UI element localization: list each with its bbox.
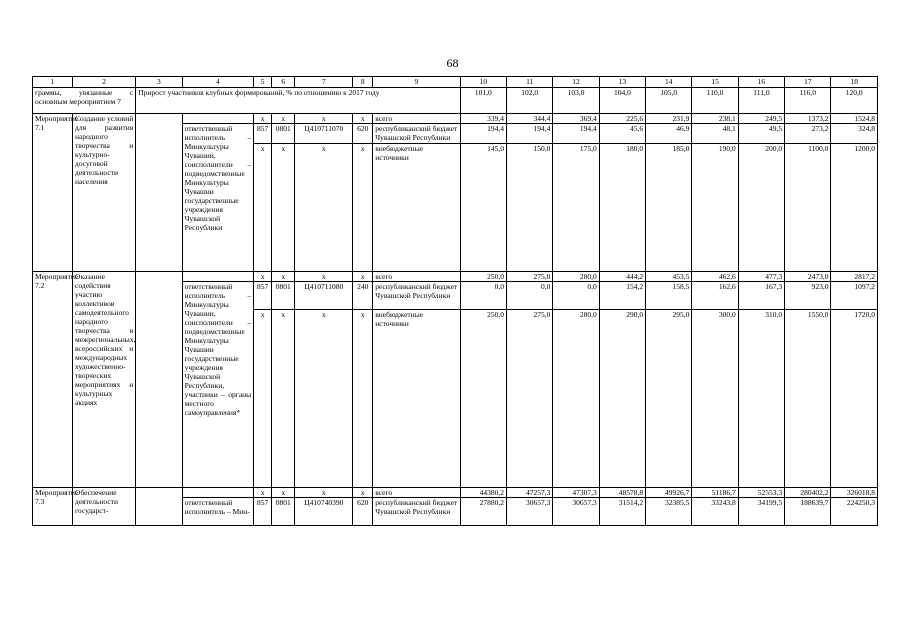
col-number: 8 bbox=[353, 77, 373, 88]
value-cell: 225,6 bbox=[599, 114, 645, 124]
value-cell: 194,4 bbox=[507, 124, 553, 144]
value-cell: 49,5 bbox=[738, 124, 784, 144]
measure-row-total bbox=[33, 488, 878, 498]
budget-table bbox=[32, 76, 878, 526]
col-number: 1 bbox=[33, 77, 73, 88]
measure-executor: ответственный исполнитель – Минкультуры Чувашии, соисполнители – подведомственные Минкультуры Чувашии государственные учреждения Чувашской Республики bbox=[182, 124, 254, 272]
value-cell: 444,2 bbox=[599, 272, 645, 282]
cell-c6: x bbox=[272, 272, 295, 282]
value-cell: 167,3 bbox=[738, 282, 784, 310]
col-number: 2 bbox=[73, 77, 136, 88]
cell-c5: x bbox=[254, 272, 272, 282]
empty-cell bbox=[136, 272, 182, 488]
value-cell: 1100,0 bbox=[785, 144, 831, 272]
value-cell: 120,0 bbox=[831, 88, 878, 114]
funding-source: внебюджетные источники bbox=[373, 310, 460, 488]
value-cell: 0,0 bbox=[507, 282, 553, 310]
value-cell: 280,0 bbox=[553, 310, 599, 488]
value-cell: 280402,2 bbox=[785, 488, 831, 498]
value-cell: 175,0 bbox=[553, 144, 599, 272]
cell-c7: x bbox=[295, 310, 353, 488]
cell-c8: 240 bbox=[353, 282, 373, 310]
measure-name: Обеспечение деятельности государст- bbox=[73, 488, 136, 526]
value-cell: 150,0 bbox=[507, 144, 553, 272]
value-cell: 48578,8 bbox=[599, 488, 645, 498]
cell-c5: 857 bbox=[254, 498, 272, 526]
value-cell: 0,0 bbox=[553, 282, 599, 310]
value-cell: 369,4 bbox=[553, 114, 599, 124]
value-cell: 33243,8 bbox=[692, 498, 738, 526]
value-cell: 180,0 bbox=[599, 144, 645, 272]
cell-c7: Ц410711080 bbox=[295, 282, 353, 310]
value-cell: 30657,3 bbox=[507, 498, 553, 526]
value-cell: 477,3 bbox=[738, 272, 784, 282]
empty-cell bbox=[136, 114, 182, 272]
value-cell: 1097,2 bbox=[831, 282, 878, 310]
value-cell: 46,9 bbox=[646, 124, 692, 144]
funding-source: всего bbox=[373, 114, 460, 124]
cell-c7: x bbox=[295, 114, 353, 124]
value-cell: 273,2 bbox=[785, 124, 831, 144]
cell-c8: x bbox=[353, 144, 373, 272]
measure-label: Мероприятие 7.1 bbox=[33, 114, 73, 272]
cell-c6: x bbox=[272, 488, 295, 498]
measure-executor: ответственный исполнитель – Мин- bbox=[182, 498, 254, 526]
cell-c5: x bbox=[254, 310, 272, 488]
value-cell: 47307,3 bbox=[553, 488, 599, 498]
value-cell: 32385,5 bbox=[646, 498, 692, 526]
col-number: 9 bbox=[373, 77, 460, 88]
indicator-description: Прирост участников клубных формирований, % по отношению к 2017 году bbox=[136, 88, 460, 114]
value-cell: 275,0 bbox=[507, 310, 553, 488]
col-number: 12 bbox=[553, 77, 599, 88]
value-cell: 47257,3 bbox=[507, 488, 553, 498]
value-cell: 300,0 bbox=[692, 310, 738, 488]
value-cell: 49926,7 bbox=[646, 488, 692, 498]
value-cell: 453,5 bbox=[646, 272, 692, 282]
value-cell: 52553,3 bbox=[738, 488, 784, 498]
measure-label: Мероприятие 7.3 bbox=[33, 488, 73, 526]
measure-name: Оказание содействия участию коллективов самодеятельного народного творчества в межрегиональных, всероссийских и международных художественно-творческих мероприятиях и культурных акциях bbox=[73, 272, 136, 488]
cell-c5: 857 bbox=[254, 282, 272, 310]
value-cell: 110,0 bbox=[692, 88, 738, 114]
value-cell: 310,0 bbox=[738, 310, 784, 488]
measure-row-total bbox=[33, 114, 878, 124]
measure-label: Мероприятие 7.2 bbox=[33, 272, 73, 488]
cell-c8: x bbox=[353, 114, 373, 124]
value-cell: 224250,3 bbox=[831, 498, 878, 526]
cell-c8: 620 bbox=[353, 124, 373, 144]
value-cell: 194,4 bbox=[460, 124, 506, 144]
value-cell: 1524,8 bbox=[831, 114, 878, 124]
measure-name: Создание условий для развития народного творчества и культурно-досуговой деятельности населения bbox=[73, 114, 136, 272]
value-cell: 188639,7 bbox=[785, 498, 831, 526]
col-number: 11 bbox=[507, 77, 553, 88]
column-number-row bbox=[33, 77, 878, 88]
value-cell: 102,0 bbox=[507, 88, 553, 114]
cell-c7: x bbox=[295, 488, 353, 498]
value-cell: 105,0 bbox=[646, 88, 692, 114]
col-number: 18 bbox=[831, 77, 878, 88]
empty-cell bbox=[136, 488, 182, 526]
value-cell: 162,6 bbox=[692, 282, 738, 310]
cell-c6: 0801 bbox=[272, 498, 295, 526]
value-cell: 1200,0 bbox=[831, 144, 878, 272]
value-cell: 250,0 bbox=[460, 272, 506, 282]
value-cell: 249,5 bbox=[738, 114, 784, 124]
value-cell: 101,0 bbox=[460, 88, 506, 114]
program-label: граммы, увязанные с основным мероприятием 7 bbox=[33, 88, 136, 114]
value-cell: 27880,2 bbox=[460, 498, 506, 526]
empty-cell bbox=[182, 488, 254, 498]
col-number: 4 bbox=[182, 77, 254, 88]
value-cell: 2473,0 bbox=[785, 272, 831, 282]
value-cell: 51186,7 bbox=[692, 488, 738, 498]
cell-c7: Ц410740390 bbox=[295, 498, 353, 526]
funding-source: республиканский бюджет Чувашской Республики bbox=[373, 498, 460, 526]
measure-executor: ответственный исполнитель – Минкультуры Чувашии, соисполнители – подведомственные Минкультуры Чувашии государственные учреждения Чувашской Республики, участники – органы местного самоуправления* bbox=[182, 282, 254, 488]
cell-c6: x bbox=[272, 144, 295, 272]
value-cell: 30657,3 bbox=[553, 498, 599, 526]
cell-c8: x bbox=[353, 488, 373, 498]
funding-source: внебюджетные источники bbox=[373, 144, 460, 272]
value-cell: 275,0 bbox=[507, 272, 553, 282]
cell-c5: 857 bbox=[254, 124, 272, 144]
value-cell: 462,6 bbox=[692, 272, 738, 282]
value-cell: 194,4 bbox=[553, 124, 599, 144]
cell-c8: 620 bbox=[353, 498, 373, 526]
value-cell: 158,5 bbox=[646, 282, 692, 310]
value-cell: 339,4 bbox=[460, 114, 506, 124]
cell-c5: x bbox=[254, 144, 272, 272]
value-cell: 238,1 bbox=[692, 114, 738, 124]
value-cell: 200,0 bbox=[738, 144, 784, 272]
col-number: 17 bbox=[785, 77, 831, 88]
value-cell: 154,2 bbox=[599, 282, 645, 310]
funding-source: республиканский бюджет Чувашской Республики bbox=[373, 124, 460, 144]
value-cell: 1373,2 bbox=[785, 114, 831, 124]
value-cell: 326018,8 bbox=[831, 488, 878, 498]
value-cell: 45,6 bbox=[599, 124, 645, 144]
cell-c6: 0801 bbox=[272, 124, 295, 144]
value-cell: 231,9 bbox=[646, 114, 692, 124]
value-cell: 190,0 bbox=[692, 144, 738, 272]
value-cell: 0,0 bbox=[460, 282, 506, 310]
cell-c7: Ц410711070 bbox=[295, 124, 353, 144]
cell-c7: x bbox=[295, 144, 353, 272]
col-number: 7 bbox=[295, 77, 353, 88]
col-number: 14 bbox=[646, 77, 692, 88]
col-number: 16 bbox=[738, 77, 784, 88]
value-cell: 295,0 bbox=[646, 310, 692, 488]
empty-cell bbox=[182, 114, 254, 124]
funding-source: республиканский бюджет Чувашской Республики bbox=[373, 282, 460, 310]
cell-c8: x bbox=[353, 310, 373, 488]
empty-cell bbox=[182, 272, 254, 282]
col-number: 13 bbox=[599, 77, 645, 88]
value-cell: 103,0 bbox=[553, 88, 599, 114]
value-cell: 324,8 bbox=[831, 124, 878, 144]
value-cell: 44380,2 bbox=[460, 488, 506, 498]
indicator-row bbox=[33, 88, 878, 114]
value-cell: 185,0 bbox=[646, 144, 692, 272]
value-cell: 344,4 bbox=[507, 114, 553, 124]
col-number: 5 bbox=[254, 77, 272, 88]
cell-c5: x bbox=[254, 488, 272, 498]
cell-c6: x bbox=[272, 114, 295, 124]
page-number: 68 bbox=[446, 56, 459, 70]
value-cell: 290,0 bbox=[599, 310, 645, 488]
value-cell: 923,0 bbox=[785, 282, 831, 310]
cell-c6: x bbox=[272, 310, 295, 488]
col-number: 10 bbox=[460, 77, 506, 88]
cell-c5: x bbox=[254, 114, 272, 124]
col-number: 6 bbox=[272, 77, 295, 88]
cell-c7: x bbox=[295, 272, 353, 282]
value-cell: 31514,2 bbox=[599, 498, 645, 526]
value-cell: 1720,0 bbox=[831, 310, 878, 488]
value-cell: 280,0 bbox=[553, 272, 599, 282]
cell-c6: 0801 bbox=[272, 282, 295, 310]
value-cell: 1550,0 bbox=[785, 310, 831, 488]
value-cell: 111,0 bbox=[738, 88, 784, 114]
value-cell: 48,1 bbox=[692, 124, 738, 144]
funding-source: всего bbox=[373, 488, 460, 498]
measure-row-total bbox=[33, 272, 878, 282]
col-number: 15 bbox=[692, 77, 738, 88]
funding-source: всего bbox=[373, 272, 460, 282]
value-cell: 116,0 bbox=[785, 88, 831, 114]
value-cell: 250,0 bbox=[460, 310, 506, 488]
value-cell: 34199,5 bbox=[738, 498, 784, 526]
value-cell: 145,0 bbox=[460, 144, 506, 272]
value-cell: 2817,2 bbox=[831, 272, 878, 282]
value-cell: 104,0 bbox=[599, 88, 645, 114]
cell-c8: x bbox=[353, 272, 373, 282]
col-number: 3 bbox=[136, 77, 182, 88]
